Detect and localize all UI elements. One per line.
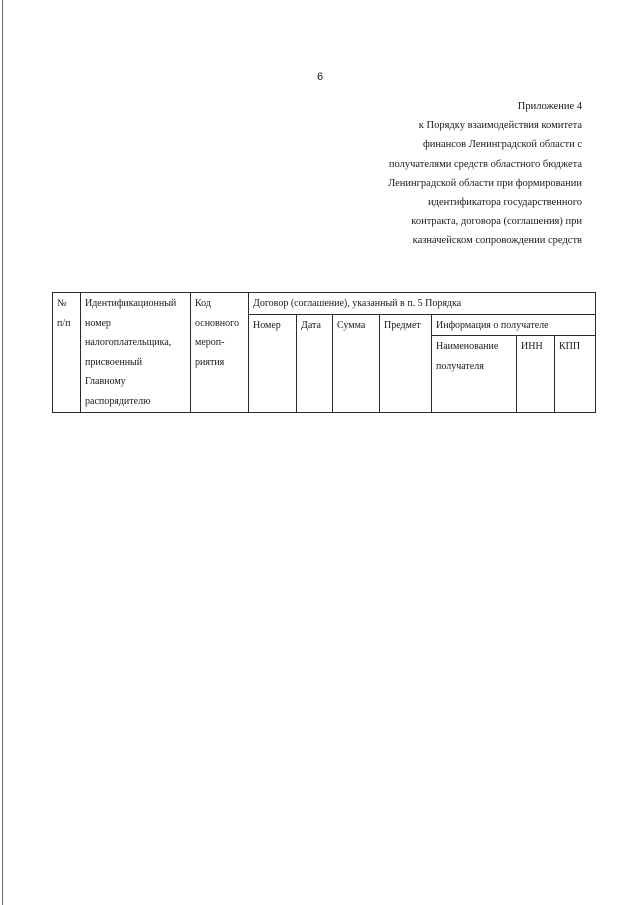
column-header-contract: Договор (соглашение), указанный в п. 5 Порядка [249, 293, 596, 315]
header-line: казначейском сопровождении средств [412, 235, 582, 247]
column-header-taxpayer-id: Идентификационный номер налогоплательщика, присвоенный Главному распорядителю [81, 293, 191, 413]
header-line: идентификатора государственного [428, 197, 582, 209]
header-line: получателями средств областного бюджета [388, 158, 582, 170]
column-header-number: № п/п [53, 293, 81, 413]
column-header-recipient-name: Наименование получателя [432, 336, 517, 413]
page-number: 6 [316, 71, 324, 83]
column-header-contract-sum: Сумма [333, 314, 380, 413]
column-header-contract-number: Номер [249, 314, 297, 413]
column-header-contract-subject: Предмет [380, 314, 432, 413]
column-header-activity-code: Код основного мероп- риятия [191, 293, 249, 413]
column-header-recipient-info: Информация о получателе [432, 314, 596, 336]
appendix-header [332, 97, 582, 251]
scan-edge-line [2, 0, 3, 905]
header-line: Ленинградской области при формировании [388, 177, 582, 189]
header-line: к Порядку взаимодействия комитета [418, 120, 582, 132]
column-header-recipient-kpp: КПП [555, 336, 596, 413]
header-line: Приложение 4 [517, 101, 582, 112]
column-header-recipient-inn: ИНН [517, 336, 555, 413]
table-header-row [53, 293, 596, 315]
appendix-table [52, 292, 596, 413]
column-header-contract-date: Дата [297, 314, 333, 413]
header-line: финансов Ленинградской области с [422, 139, 582, 151]
header-line: контракта, договора (соглашения) при [411, 216, 582, 228]
